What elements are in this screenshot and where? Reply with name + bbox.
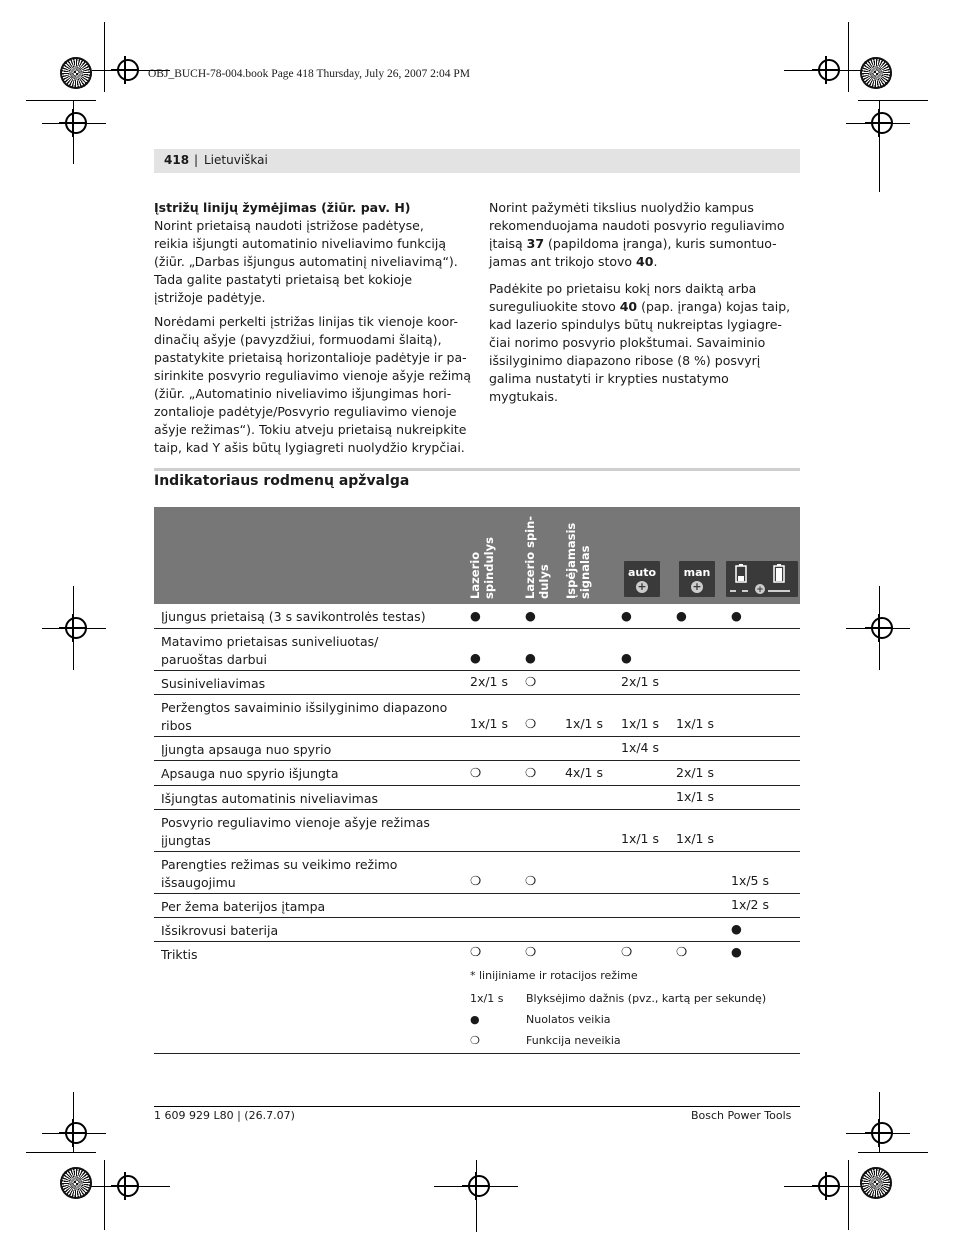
row-label: Posvyrio reguliavimo vienoje ašyje režimas įjungtas bbox=[161, 815, 430, 848]
row-label: Peržengtos savaiminio išsilyginimo diapazono ribos bbox=[161, 700, 448, 733]
table-row bbox=[154, 918, 800, 942]
table-row bbox=[154, 737, 800, 761]
cell: 2x/1 s bbox=[470, 674, 509, 689]
text-line: taip, kad Y ašis būtų lygiagreti nuolydžio krypčiai. bbox=[154, 440, 465, 455]
text-line: sureguliuokite stovo 40 (pap. įranga) kojas taip, bbox=[489, 299, 791, 314]
row-label: Susiniveliavimas bbox=[161, 676, 266, 691]
cell: ● bbox=[470, 650, 481, 665]
row-label: Įjungta apsauga nuo spyrio bbox=[161, 742, 332, 757]
text-line: dinačių ašyje (pavyzdžiui, formuodami šlaitą), bbox=[154, 332, 442, 347]
text-line: čiai norimo posvyrio plokštumai. Savaiminio bbox=[489, 335, 766, 350]
row-label: Išjungtas automatinis niveliavimas bbox=[161, 791, 379, 806]
text-line: įtaisą 37 (papildoma įranga), kuris sumontuo- bbox=[489, 236, 777, 251]
cell: ❍ bbox=[470, 873, 482, 888]
registration-mark-icon bbox=[111, 1172, 139, 1200]
row-label: Parengties režimas su veikimo režimo išsaugojimu bbox=[161, 857, 398, 890]
cell: 1x/4 s bbox=[621, 740, 660, 755]
book-header: OBJ_BUCH-78-004.book Page 418 Thursday, July 26, 2007 2:04 PM bbox=[148, 68, 471, 80]
paragraph bbox=[154, 217, 472, 307]
row-label: Matavimo prietaisas suniveliuotas/ paruoštas darbui bbox=[161, 634, 379, 667]
text-line: (žiūr. „Automatinio niveliavimo išjungimas hori- bbox=[154, 386, 452, 401]
svg-text:+: + bbox=[756, 585, 764, 595]
legend-on-symbol: ● bbox=[470, 1013, 480, 1026]
text-line: rekomenduojama naudoti posvyrio reguliavimo bbox=[489, 218, 785, 233]
text-line: sirinkite posvyrio reguliavimo vienoje ašyje režimą bbox=[154, 368, 472, 383]
footer-brand: Bosch Power Tools bbox=[691, 1109, 792, 1122]
cell: ● bbox=[525, 608, 536, 623]
table-row bbox=[154, 629, 800, 671]
text-line: kad lazerio spindulys būtų nukreiptas lygiagre- bbox=[489, 317, 782, 332]
auto-mode-icon: auto + bbox=[624, 561, 660, 597]
table-row bbox=[154, 604, 800, 629]
cell: ❍ bbox=[676, 944, 688, 959]
cell: 1x/1 s bbox=[676, 716, 715, 731]
text-line: išsilyginimo diapazono ribose (8 %) posvyrį bbox=[489, 353, 761, 368]
page-language: Lietuviškai bbox=[204, 153, 268, 167]
table-row bbox=[154, 761, 800, 786]
page-header-bar bbox=[154, 149, 800, 173]
cell: ● bbox=[676, 608, 687, 623]
section-heading: Įstrižų linijų žymėjimas (žiūr. pav. H) bbox=[154, 200, 411, 215]
cell: 1x/5 s bbox=[731, 873, 770, 888]
row-label: Triktis bbox=[161, 947, 198, 962]
text-line: reikia išjungti automatinio niveliavimo funkciją bbox=[154, 236, 447, 251]
text-line: Norint pažymėti tikslius nuolydžio kampus bbox=[489, 200, 754, 215]
table-header: Lazerio spindulys Lazerio spin- dulys Įspėjamasis signalas auto + man + + bbox=[154, 507, 800, 604]
row-label: Apsauga nuo spyrio išjungta bbox=[161, 766, 339, 781]
cell: ● bbox=[731, 921, 742, 936]
cell: ❍ bbox=[525, 873, 537, 888]
manual-mode-icon: man + bbox=[679, 561, 715, 597]
text-line: Padėkite po prietaisu kokį nors daiktą arba bbox=[489, 281, 757, 296]
cell: 1x/1 s bbox=[470, 716, 509, 731]
legend-freq-symbol: 1x/1 s bbox=[470, 992, 504, 1005]
table-row bbox=[154, 942, 800, 1054]
cell: ● bbox=[621, 608, 632, 623]
text-line: zontalioje padėtyje/Posvyrio reguliavimo vienoje bbox=[154, 404, 457, 419]
registration-mark-icon bbox=[812, 56, 840, 84]
text-line: jamas ant trikojo stovo 40. bbox=[489, 254, 658, 269]
cell: ❍ bbox=[621, 944, 633, 959]
battery-icon bbox=[726, 561, 798, 597]
cell: ❍ bbox=[525, 765, 537, 780]
registration-mark-icon bbox=[462, 1172, 490, 1200]
cell: ❍ bbox=[525, 674, 537, 689]
cell: ❍ bbox=[470, 765, 482, 780]
page-separator: | bbox=[194, 153, 199, 167]
table-row bbox=[154, 852, 800, 894]
text-line: ašyje režimas“). Tokiu atveju prietaisą nukreipkite bbox=[154, 422, 467, 437]
registration-mark-icon bbox=[59, 614, 87, 642]
cell: 1x/1 s bbox=[621, 716, 660, 731]
cell: ● bbox=[470, 608, 481, 623]
row-label: Išsikrovusi baterija bbox=[161, 923, 279, 938]
footer-divider bbox=[154, 1106, 800, 1107]
table-row bbox=[154, 786, 800, 810]
color-wheel-mark-icon bbox=[860, 57, 892, 89]
color-wheel-mark-icon bbox=[860, 1167, 892, 1199]
color-wheel-mark-icon bbox=[60, 57, 92, 89]
table-row bbox=[154, 894, 800, 918]
text-line: Norėdami perkelti įstrižas linijas tik vienoje koor- bbox=[154, 314, 459, 329]
legend-freq-text: Blyksėjimo dažnis (pvz., kartą per sekundę) bbox=[526, 992, 767, 1005]
cell: 1x/1 s bbox=[565, 716, 604, 731]
registration-mark-icon bbox=[59, 1119, 87, 1147]
cell: ❍ bbox=[525, 944, 537, 959]
text-line: pastatykite prietaisą horizontalioje padėtyje ir pa- bbox=[154, 350, 467, 365]
cell: ● bbox=[621, 650, 632, 665]
registration-mark-icon bbox=[865, 1119, 893, 1147]
registration-mark-icon bbox=[865, 109, 893, 137]
cell: 1x/1 s bbox=[676, 831, 715, 846]
color-wheel-mark-icon bbox=[60, 1167, 92, 1199]
section-divider bbox=[154, 468, 800, 471]
text-line: (žiūr. „Darbas išjungus automatinį niveliavimą“). bbox=[154, 254, 458, 269]
cell: 2x/1 s bbox=[621, 674, 660, 689]
cell: 2x/1 s bbox=[676, 765, 715, 780]
registration-mark-icon bbox=[111, 56, 139, 84]
row-label: Per žema baterijos įtampa bbox=[161, 899, 326, 914]
cell: 1x/1 s bbox=[676, 789, 715, 804]
left-column bbox=[154, 199, 472, 463]
section-title: Indikatoriaus rodmenų apžvalga bbox=[154, 473, 410, 489]
table-row bbox=[154, 810, 800, 852]
cell: 1x/1 s bbox=[621, 831, 660, 846]
table-row bbox=[154, 671, 800, 695]
text-line: Tada galite pastatyti prietaisą bet kokioje bbox=[154, 272, 413, 287]
legend-off-text: Funkcija neveikia bbox=[526, 1034, 621, 1047]
text-line: mygtukais. bbox=[489, 389, 558, 404]
cell: 1x/2 s bbox=[731, 897, 770, 912]
text-line: įstrižoje padėtyje. bbox=[154, 290, 266, 305]
legend-off-symbol: ❍ bbox=[470, 1034, 480, 1047]
cell: ● bbox=[731, 608, 742, 623]
registration-mark-icon bbox=[865, 614, 893, 642]
text-line: Norint prietaisą naudoti įstrižose padėtyse, bbox=[154, 218, 424, 233]
paragraph bbox=[489, 199, 804, 271]
cell: ❍ bbox=[525, 716, 537, 731]
paragraph bbox=[489, 280, 804, 406]
footer-doc-number: 1 609 929 L80 | (26.7.07) bbox=[154, 1109, 295, 1122]
row-label: Įjungus prietaisą (3 s savikontrolės testas) bbox=[161, 609, 426, 624]
registration-mark-icon bbox=[812, 1172, 840, 1200]
registration-mark-icon bbox=[59, 109, 87, 137]
cell: 4x/1 s bbox=[565, 765, 604, 780]
right-column bbox=[489, 199, 804, 412]
page-number: 418 bbox=[164, 153, 190, 167]
legend-note: * linijiniame ir rotacijos režime bbox=[470, 969, 638, 982]
paragraph bbox=[154, 313, 472, 457]
table-row bbox=[154, 695, 800, 737]
cell: ● bbox=[731, 944, 742, 959]
legend-on-text: Nuolatos veikia bbox=[526, 1013, 611, 1026]
text-line: galima nustatyti ir krypties nustatymo bbox=[489, 371, 729, 386]
cell: ❍ bbox=[470, 944, 482, 959]
cell: ● bbox=[525, 650, 536, 665]
